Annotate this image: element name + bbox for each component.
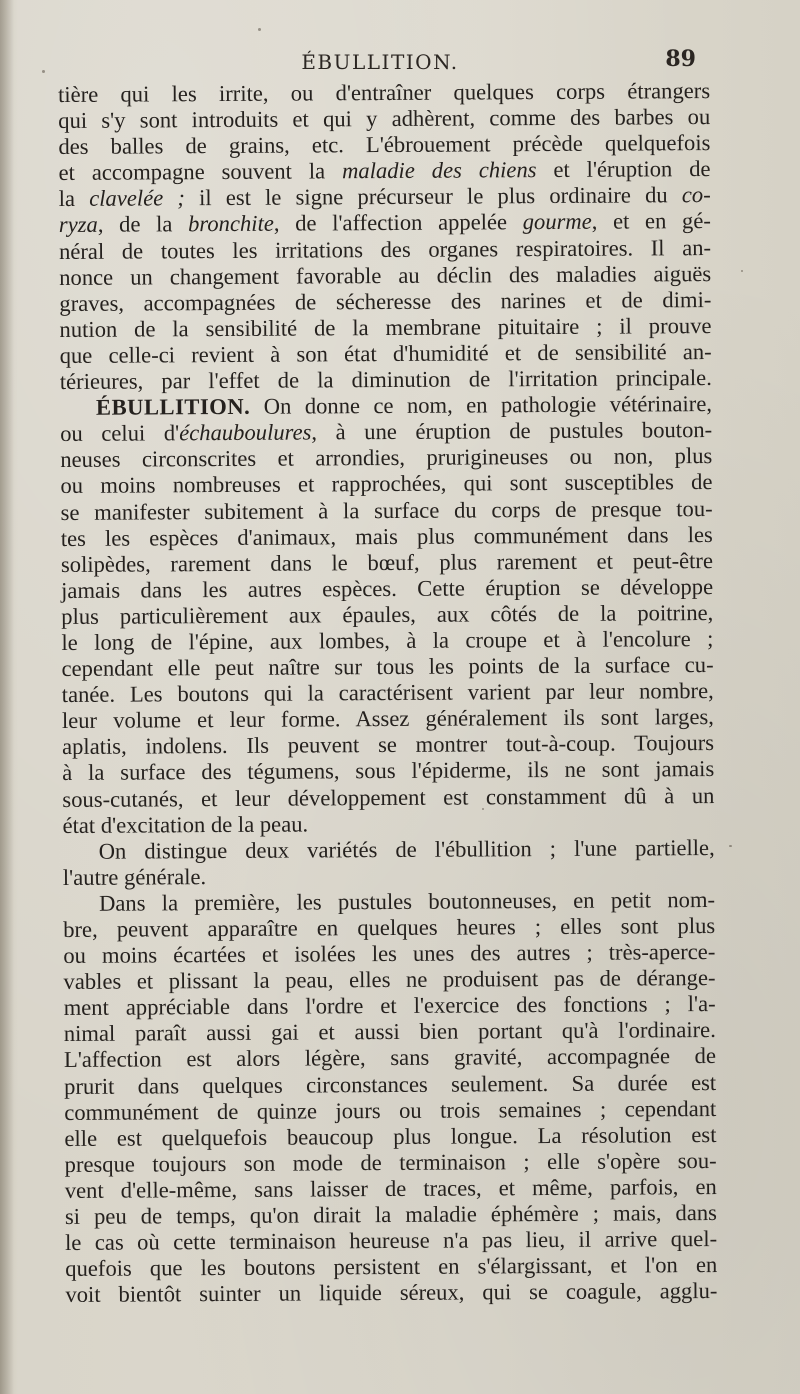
text-run: , de la — [97, 211, 189, 238]
text-line: graves, accompagnées de sécheresse des narines et de dimi- — [59, 286, 712, 316]
text-line: des balles de grains, etc. L'ébrouement précède quelquefois — [58, 130, 711, 160]
text-line: se manifester subitement à la surface du corps de presque tou- — [60, 495, 713, 525]
text-line: solipèdes, rarement dans le bœuf, plus rarement et peut-être — [60, 547, 714, 577]
text-line: ou moins nombreuses et rapprochées, qui sont susceptibles de — [60, 469, 713, 499]
text-line: tière qui les irrite, ou d'entraîner quelques corps étrangers — [58, 78, 711, 107]
text-line: l'autre générale. — [62, 863, 207, 890]
paper-speck — [42, 70, 45, 73]
text-line: le long de l'épine, aux lombes, à la croupe et à l'encolure ; — [61, 625, 714, 655]
body-text — [58, 78, 717, 1308]
text-line: à la surface des tégumens, sous l'épiderme, ils ne sont jamais — [62, 756, 715, 786]
italic-term: échauboulures — [179, 419, 312, 446]
text-line: communément de quinze jours ou trois semaines ; cependant — [64, 1095, 717, 1125]
text-line: tanée. Les boutons qui la caractérisent varient par leur nombre, — [61, 678, 714, 708]
text-line: voit bientôt suinter un liquide séreux, qui se coagule, agglu- — [65, 1278, 718, 1308]
text-line: prurit dans quelques circonstances seulement. Sa durée est — [64, 1069, 717, 1099]
italic-term: ryza — [58, 212, 98, 238]
text-line — [59, 182, 711, 212]
text-line: nonce un changement favorable au déclin des maladies aiguës — [59, 260, 712, 290]
text-run: ou celui d' — [60, 420, 180, 447]
text-line: le cas où cette terminaison heureuse n'a pas lieu, il arrive quel- — [65, 1226, 718, 1256]
text-line: néral de toutes les irritations des organes respiratoires. Il an- — [58, 234, 712, 264]
text-line: térieures, par l'effet de la diminution de l'irritation principale. — [59, 365, 712, 395]
text-line: cependant elle peut naître sur tous les points de la surface cu- — [61, 652, 714, 682]
text-line: nimal paraît aussi gai et aussi bien portant qu'à l'ordinaire. — [63, 1017, 716, 1047]
italic-term: clavelée ; — [89, 185, 185, 212]
text-run: On donne ce nom, en pathologie vétérinaire, — [250, 391, 713, 419]
text-line: vent d'elle-même, sans laisser de traces, et même, parfois, en — [64, 1173, 717, 1203]
text-line: si peu de temps, qu'on dirait la maladie éphémère ; mais, dans — [64, 1200, 717, 1230]
text-line: plus particulièrement aux épaules, aux côtés de la poitrine, — [61, 599, 714, 629]
italic-term: bronchite — [187, 211, 274, 237]
text-line: elle est quelquefois beaucoup plus longue. La résolution est — [64, 1121, 717, 1151]
text-line: Dans la première, les pustules boutonneuses, en petit nom- — [98, 886, 716, 916]
text-line: On distingue deux variétés de l'ébullition ; l'une partielle, — [98, 834, 715, 864]
text-line: presque toujours son mode de terminaison ; elle s'opère sou- — [64, 1147, 717, 1177]
text-line: ment appréciable dans l'ordre et l'exercice des fonctions ; l'a- — [63, 991, 716, 1021]
text-line: neuses circonscrites et arrondies, prurigineuses ou non, plus — [60, 443, 713, 473]
text-line: état d'excitation de la peau. — [62, 811, 309, 838]
text-line: bre, peuvent apparaître en quelques heures ; elles sont plus — [63, 913, 716, 942]
running-title: ÉBULLITION. — [301, 50, 459, 74]
text-line: tes les espèces d'animaux, mais plus communément dans les — [60, 521, 713, 551]
text-run: , à une éruption de pustules bouton- — [311, 417, 713, 445]
text-line: que celle-ci revient à son état d'humidité et de sensibilité an- — [59, 338, 712, 368]
text-run: la — [58, 186, 90, 212]
text-line — [60, 417, 712, 447]
text-line: nution de la sensibilité de la membrane pituitaire ; il prouve — [59, 312, 712, 342]
entry-headword: ÉBULLITION. — [95, 393, 251, 420]
text-line — [58, 156, 710, 186]
text-line: vables et plissant la peau, elles ne produisent pas de dérange- — [63, 965, 716, 995]
page-header — [60, 44, 700, 78]
paper-speck — [258, 28, 261, 31]
text-run: et accompagne souvent la — [58, 158, 343, 186]
text-run: , de l'affection appelée — [273, 209, 523, 237]
text-line — [59, 208, 711, 238]
text-line: leur volume et leur forme. Assez généralement ils sont larges, — [61, 704, 714, 734]
text-line: jamais dans les autres espèces. Cette éruption se développe — [61, 573, 714, 603]
text-line: quefois que les boutons persistent en s'élargissant, et l'on en — [65, 1252, 718, 1282]
page-number: 89 — [665, 46, 696, 72]
paper-speck — [729, 845, 732, 847]
italic-term: maladie des chiens — [341, 157, 537, 184]
text-line — [60, 391, 712, 421]
text-run: , et en gé- — [591, 208, 711, 235]
italic-term: co- — [681, 182, 711, 208]
spine-shadow — [0, 0, 14, 1394]
paper-speck — [741, 270, 743, 272]
text-line: aplatis, indolens. Ils peuvent se montrer tout-à-coup. Toujours — [61, 730, 715, 760]
text-run: et l'éruption de — [536, 156, 711, 183]
text-run: il est le signe précurseur le plus ordinaire du — [184, 182, 682, 211]
text-line: L'affection est alors légère, sans gravité, accompagnée de — [63, 1043, 717, 1073]
text-line: ou moins écartées et isolées les unes des autres ; très-aperce- — [63, 939, 716, 969]
text-line: sous-cutanés, et leur développement est constamment dû à un — [62, 782, 715, 812]
italic-term: gourme — [522, 209, 592, 235]
text-line: qui s'y sont introduits et qui y adhèrent, comme des barbes ou — [58, 104, 711, 134]
